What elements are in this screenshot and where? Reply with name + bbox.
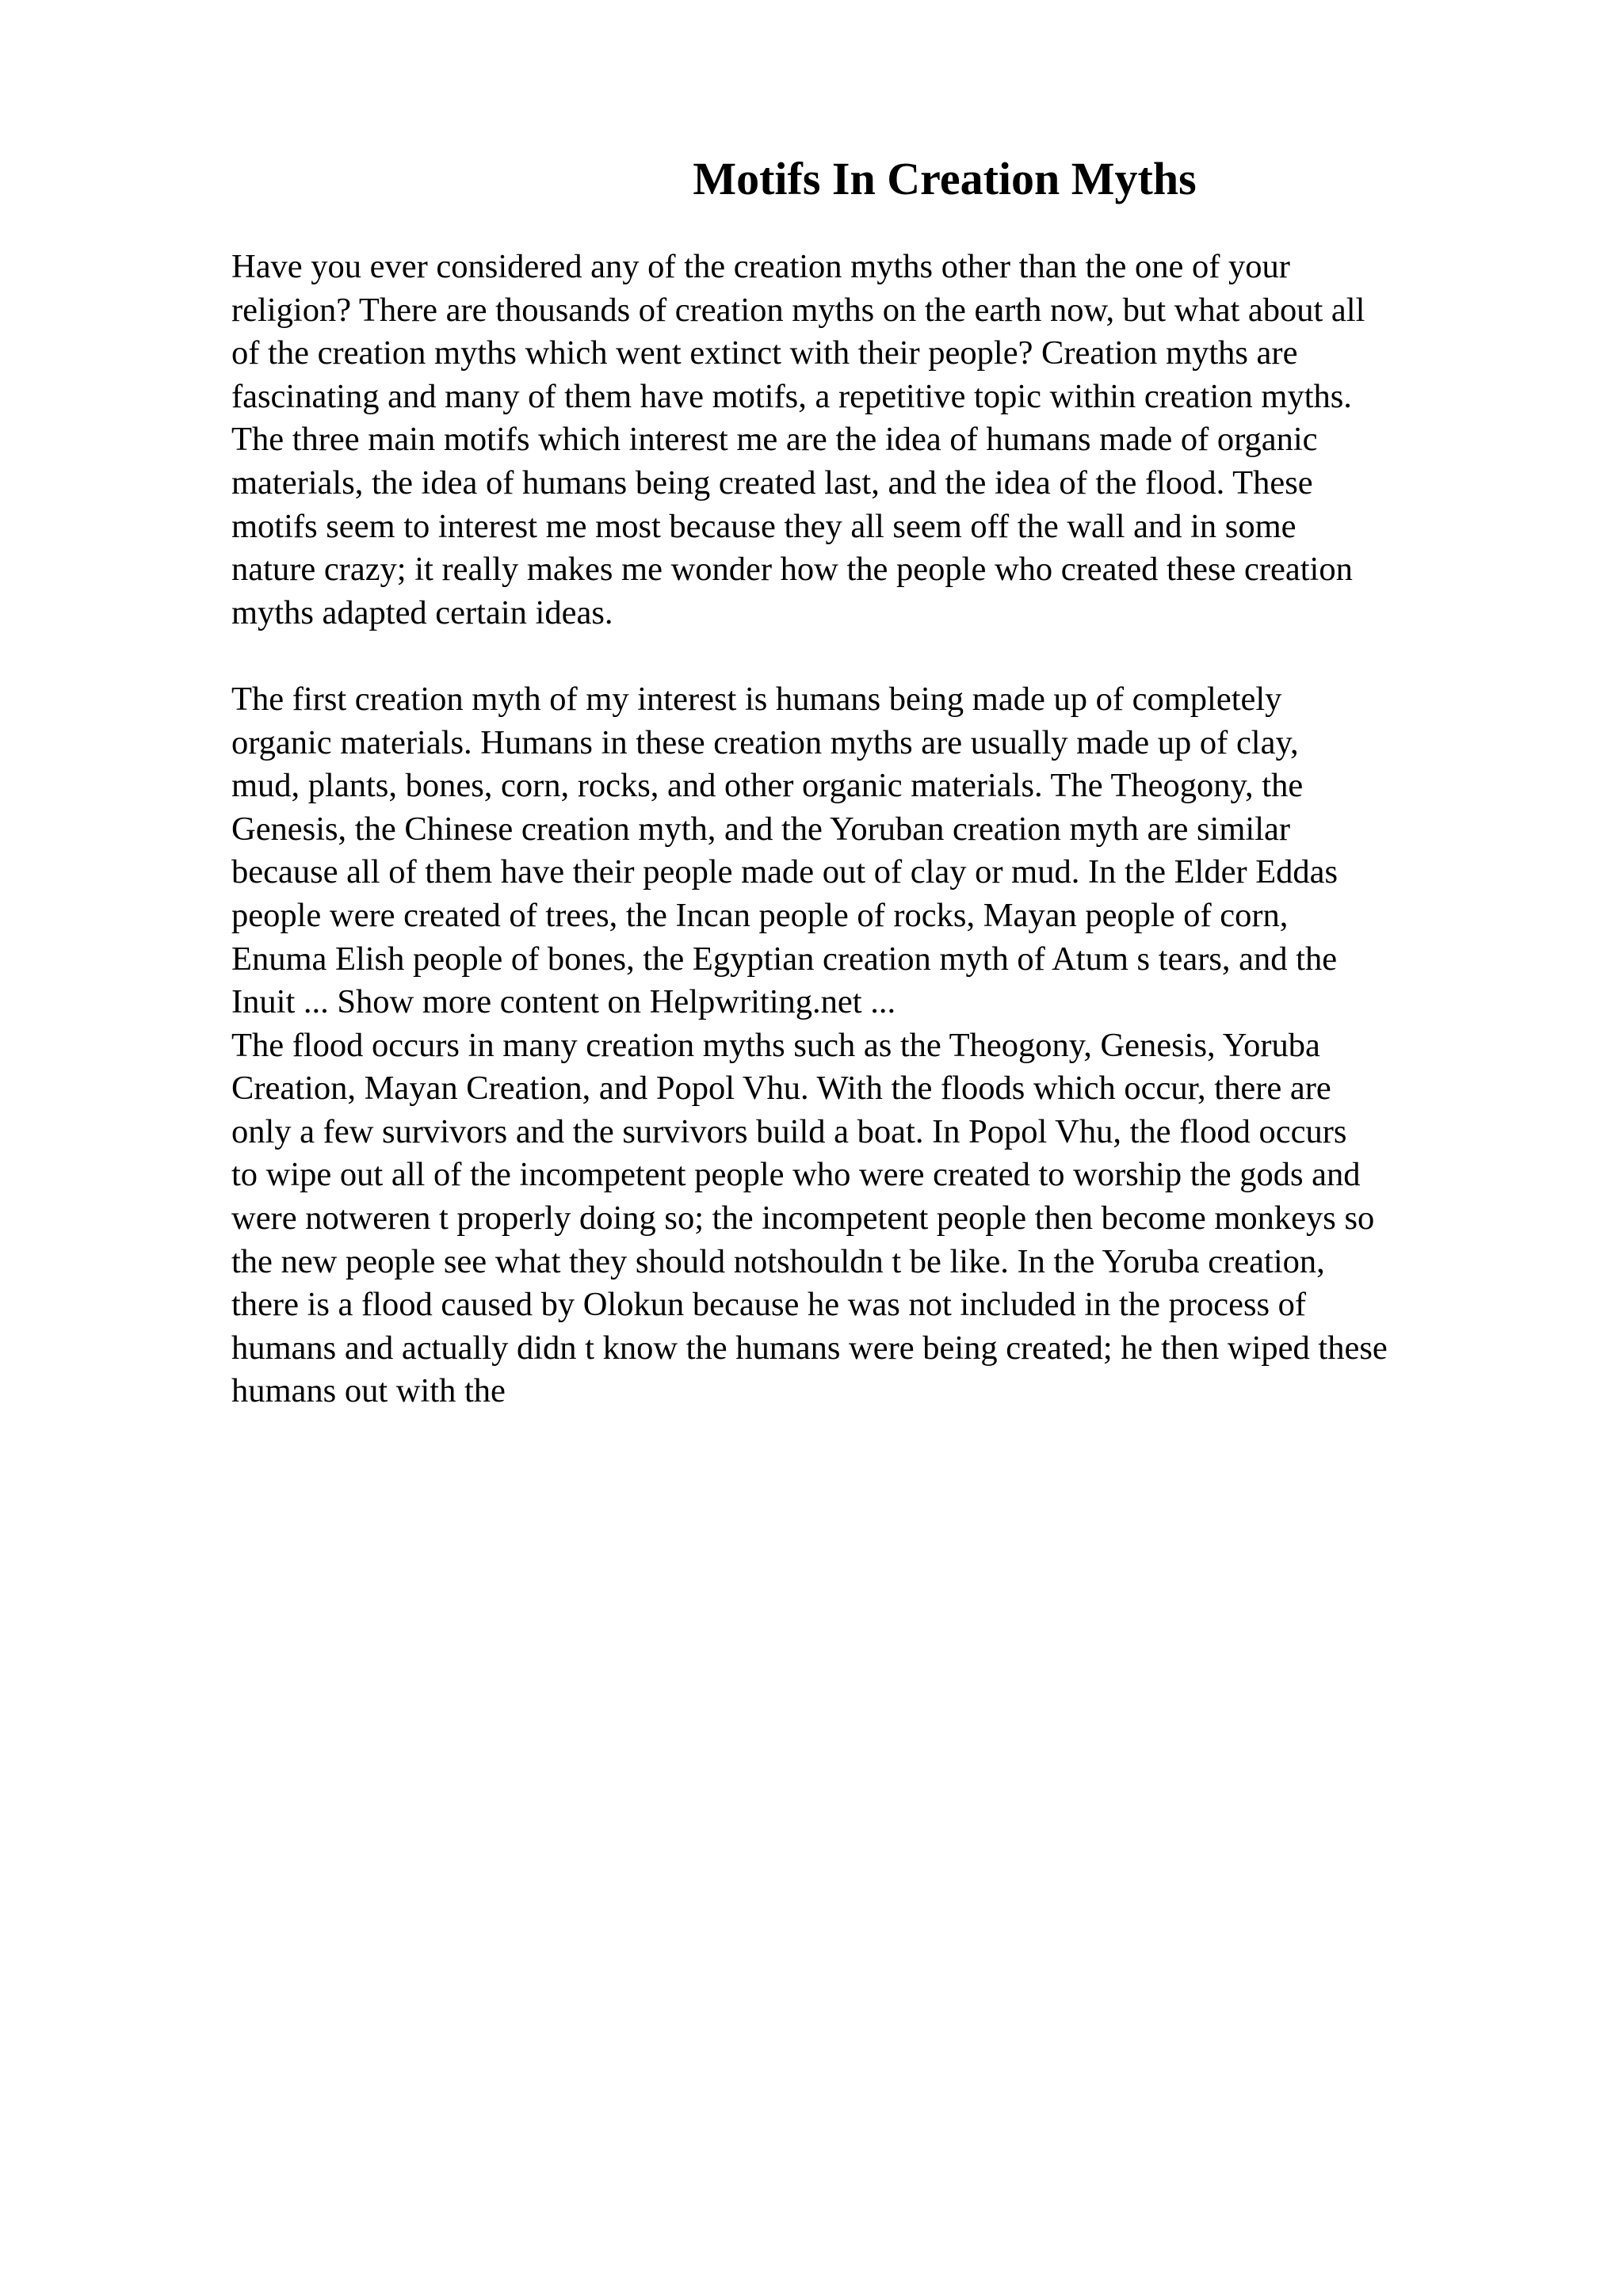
paragraph-spacer: [231, 635, 1610, 678]
text-line: The three main motifs which interest me are the idea of humans made of organic: [231, 421, 1318, 459]
text-line: humans and actually didn t know the humans were being created; he then wiped these: [231, 1329, 1388, 1367]
paragraph-organic-materials: [231, 678, 1610, 1024]
text-line: of the creation myths which went extinct with their people? Creation myths are: [231, 334, 1298, 372]
text-line: The flood occurs in many creation myths such as the Theogony, Genesis, Yoruba: [231, 1026, 1320, 1064]
text-line: Have you ever considered any of the creation myths other than the one of your: [231, 248, 1290, 285]
paragraph-intro: [231, 246, 1610, 635]
text-line: fascinating and many of them have motifs, a repetitive topic within creation myths.: [231, 377, 1352, 415]
paragraph-flood: [231, 1024, 1610, 1413]
text-line: organic materials. Humans in these creation myths are usually made up of clay,: [231, 723, 1299, 761]
text-line: humans out with the: [231, 1372, 506, 1410]
document-body: [231, 246, 1610, 1413]
text-line: there is a flood caused by Olokun because he was not included in the process of: [231, 1286, 1307, 1324]
text-line: religion? There are thousands of creation myths on the earth now, but what about all: [231, 291, 1365, 329]
text-line: because all of them have their people made out of clay or mud. In the Elder Eddas: [231, 853, 1338, 891]
text-line: were notweren t properly doing so; the incompetent people then become monkeys so: [231, 1199, 1375, 1238]
text-line: Creation, Mayan Creation, and Popol Vhu. With the floods which occur, there are: [231, 1070, 1331, 1108]
text-line: people were created of trees, the Incan people of rocks, Mayan people of corn,: [231, 896, 1289, 934]
text-line: Inuit ... Show more content on Helpwriting.net ...: [231, 983, 896, 1021]
text-line: The first creation myth of my interest is humans being made up of completely: [231, 680, 1282, 718]
text-line: nature crazy; it really makes me wonder how the people who created these creation: [231, 551, 1353, 589]
text-line: Genesis, the Chinese creation myth, and the Yoruban creation myth are similar: [231, 810, 1291, 848]
text-line: to wipe out all of the incompetent people who were created to worship the gods and: [231, 1156, 1361, 1194]
page-title: Motifs In Creation Myths: [693, 153, 1197, 204]
text-line: materials, the idea of humans being created last, and the idea of the flood. These: [231, 463, 1313, 502]
text-line: mud, plants, bones, corn, rocks, and other organic materials. The Theogony, the: [231, 767, 1304, 805]
text-line: Enuma Elish people of bones, the Egyptian creation myth of Atum s tears, and the: [231, 940, 1338, 978]
text-line: motifs seem to interest me most because they all seem off the wall and in some: [231, 507, 1296, 545]
text-line: myths adapted certain ideas.: [231, 593, 613, 631]
text-line: only a few survivors and the survivors build a boat. In Popol Vhu, the flood occurs: [231, 1112, 1347, 1150]
text-line: the new people see what they should notshouldn t be like. In the Yoruba creation,: [231, 1242, 1325, 1280]
